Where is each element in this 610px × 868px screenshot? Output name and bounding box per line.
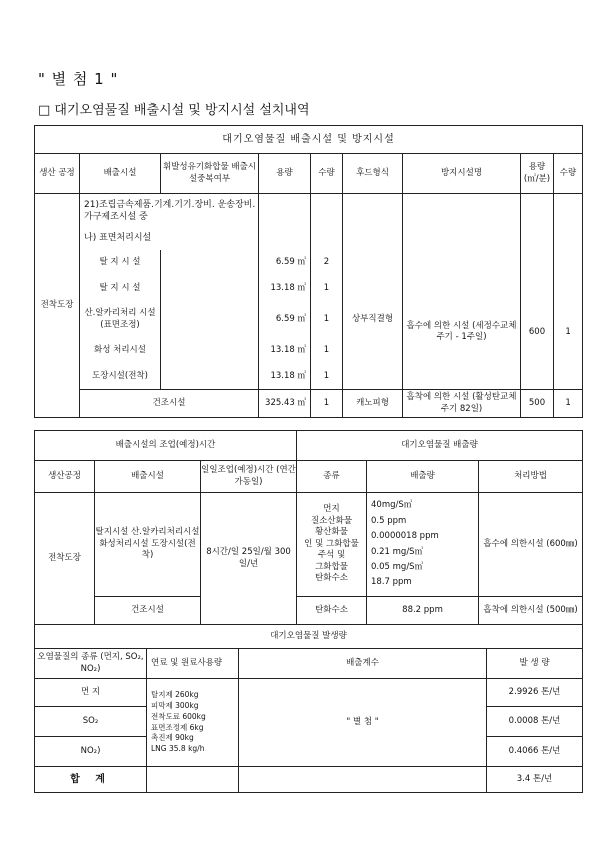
header-method: 처리방법 <box>479 461 583 493</box>
table-row: 화성 처리시설 <box>80 338 161 364</box>
process-cell: 전착도장 <box>35 493 95 625</box>
dry-facility: 건조시설 <box>95 597 201 625</box>
total-label: 합 계 <box>35 767 147 793</box>
count-value: 1 <box>311 338 343 364</box>
pollutant-no2: NO₂) <box>35 737 147 767</box>
emission-amount-title: 대기오염물질 배출량 <box>297 431 583 461</box>
total-amount: 3.4 톤/년 <box>487 767 583 793</box>
amount-no2: 0.4066 톤/년 <box>487 737 583 767</box>
header-process: 생산 공정 <box>35 154 80 194</box>
generation-table <box>34 624 583 793</box>
count-value: 2 <box>311 250 343 276</box>
dry-cap2: 500 <box>521 390 554 418</box>
capacity-value: 13.18 ㎥ <box>259 364 311 390</box>
table-row: 산.알카리처리 시설(표면조정) <box>80 302 161 338</box>
capacity-value: 6.59 ㎥ <box>259 302 311 338</box>
header-pollutant: 오염물질의 종류 (먼지, SO₂, NO₂) <box>35 649 147 679</box>
pollutant-so2: SO₂ <box>35 707 147 737</box>
header-hood: 후드형식 <box>343 154 403 194</box>
count-value: 1 <box>311 276 343 302</box>
capacity-value: 13.18 ㎥ <box>259 338 311 364</box>
header-factor: 배출계수 <box>239 649 487 679</box>
header-capacity: 용량 <box>259 154 311 194</box>
count-value: 1 <box>311 364 343 390</box>
dry-count: 1 <box>311 390 343 418</box>
header-kind: 종류 <box>297 461 367 493</box>
dry-hood: 캐노피형 <box>343 390 403 418</box>
section-heading: □ 대기오염물질 배출시설 및 방지시설 설치내역 <box>38 103 310 118</box>
category-text: 21)조립금속제품.기계.기기.장비. 운송장비.가구제조시설 중 <box>80 194 259 228</box>
subcategory-text: 나) 표면처리시설 <box>80 228 259 250</box>
header-facility: 배출시설 <box>80 154 161 194</box>
table-row: 탈 지 시 설 <box>80 276 161 302</box>
count-value: 1 <box>311 302 343 338</box>
facility-table <box>34 125 583 418</box>
operation-hours: 8시간/일 25일/월 300일/년 <box>201 493 297 625</box>
pollutant-dust: 먼 지 <box>35 679 147 707</box>
dry-capacity: 325.43 ㎥ <box>259 390 311 418</box>
amount-so2: 0.0008 톤/년 <box>487 707 583 737</box>
header-control: 방지시설명 <box>403 154 521 194</box>
cap2-value-1: 600 <box>521 276 554 390</box>
header-amount: 배출량 <box>367 461 479 493</box>
header-cap2: 용량 (㎥/분) <box>521 154 554 194</box>
capacity-value: 13.18 ㎥ <box>259 276 311 302</box>
dry-count2: 1 <box>554 390 583 418</box>
table-row: 도장시설(전착) <box>80 364 161 390</box>
dry-amount: 88.2 ppm <box>367 597 479 625</box>
emission-table <box>34 430 583 625</box>
header-voc: 휘발성유기화합물 배출시설중복여부 <box>161 154 259 194</box>
amount-dust: 2.9926 톤/년 <box>487 679 583 707</box>
attachment-heading: " 별 첨 1 " <box>38 70 119 88</box>
count2-value-1: 1 <box>554 276 583 390</box>
table-row: 탈 지 시 설 <box>80 250 161 276</box>
fuel-usage: 탈지제 260kg 피막제 300kg 전착도료 600kg 표면조정제 6kg 촉진제 90kg LNG 35.8 kg/h <box>147 679 239 767</box>
emission-facilities: 탈지시설 산.알카리처리시설 화성처리시설 도장시설(전착) <box>95 493 201 597</box>
treatment-method-1: 흡수에 의한시설 (600㎜) <box>479 493 583 597</box>
header-amount: 발 생 량 <box>487 649 583 679</box>
header-hours: 일일조업(예정)시간 (연간가동일) <box>201 461 297 493</box>
header-fuel: 연료 및 원료사용량 <box>147 649 239 679</box>
dry-kind: 탄화수소 <box>297 597 367 625</box>
facility-table-title: 대기오염물질 배출시설 및 방지시설 <box>35 126 583 154</box>
dry-method: 흡착에 의한시설 (500㎜) <box>479 597 583 625</box>
emission-factor: " 별 첨 " <box>239 679 487 767</box>
process-cell: 전착도장 <box>35 194 80 418</box>
operation-hours-title: 배출시설의 조업(예정)시간 <box>35 431 297 461</box>
emission-amounts: 40mg/S㎥ 0.5 ppm 0.0000018 ppm 0.21 mg/S㎥ 0.05 mg/S㎥ 18.7 ppm <box>367 493 479 597</box>
header-facility: 배출시설 <box>95 461 201 493</box>
dry-control: 흡착에 의한 시설 (활성탄교체주기 82일) <box>403 390 521 418</box>
dry-facility-name: 건조시설 <box>80 390 259 418</box>
generation-table-title: 대기오염물질 발생량 <box>35 625 583 649</box>
hood-type-1: 상부직결형 <box>343 302 403 338</box>
header-count2: 수량 <box>554 154 583 194</box>
control-facility-1: 흡수에 의한 시설 (세정수교체주기 - 1주일) <box>403 276 521 390</box>
capacity-value: 6.59 ㎥ <box>259 250 311 276</box>
header-count: 수량 <box>311 154 343 194</box>
pollutant-kinds: 먼지 질소산화물 황산화물 인 및 그화합물 주석 및 그화합물 탄화수소 <box>297 493 367 597</box>
header-process: 생산공정 <box>35 461 95 493</box>
